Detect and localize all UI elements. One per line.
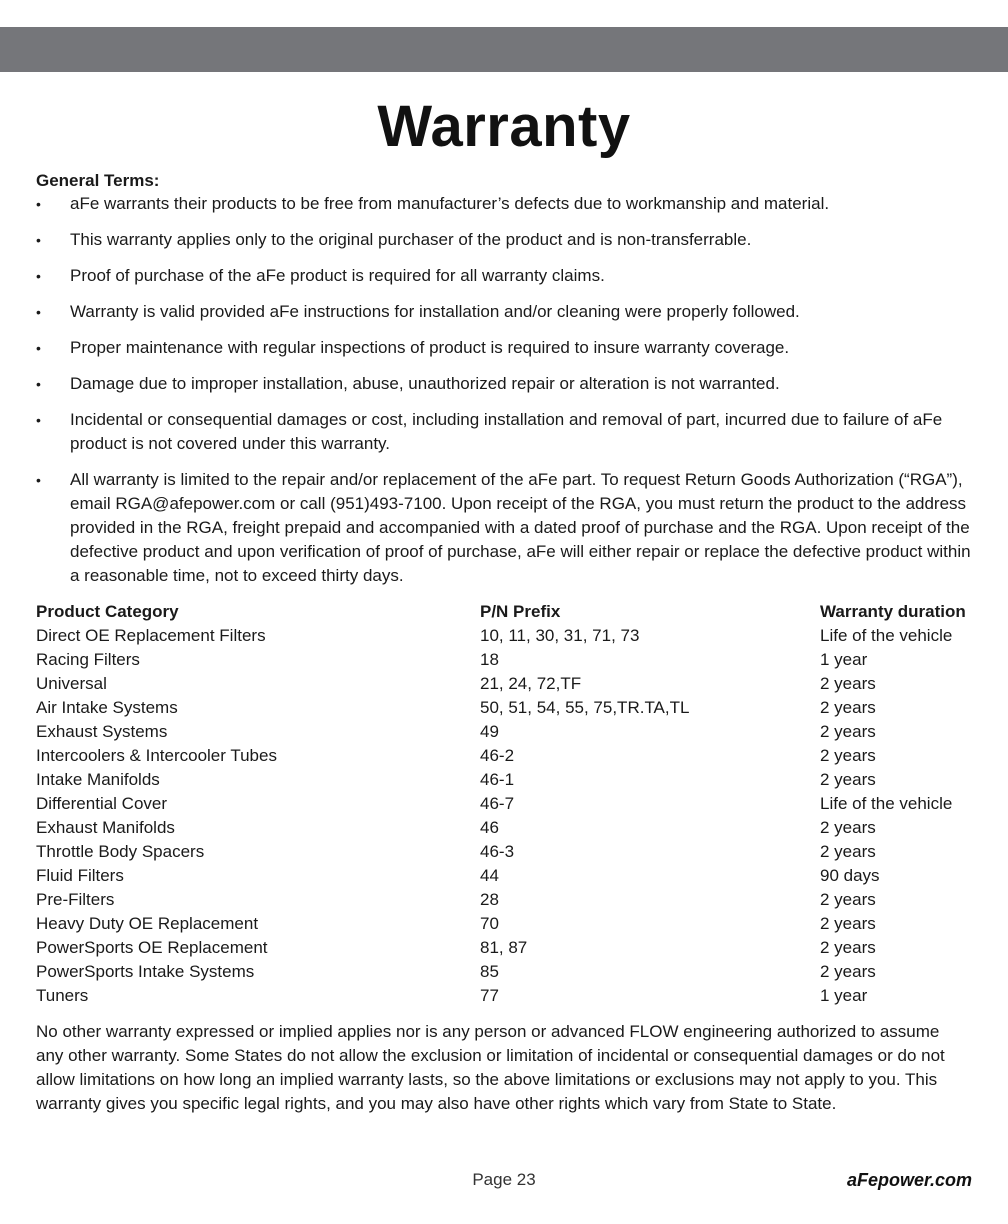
product-category-cell: Heavy Duty OE Replacement bbox=[36, 914, 259, 933]
term-text: Proper maintenance with regular inspections of product is required to insure warranty coverage. bbox=[70, 338, 790, 357]
bullet-icon: • bbox=[36, 412, 41, 428]
pn-prefix-cell: 77 bbox=[480, 986, 499, 1005]
term-item bbox=[36, 264, 971, 288]
disclaimer-paragraph: No other warranty expressed or implied applies nor is any person or advanced FLOW engineering authorized to assume any other warranty. Some States do not allow the exclusion or limitation of incidental or consequential damages or do not allow limitations on how long an implied warranty lasts, so the above limitations or exclusions may not apply to you. This warranty gives you specific legal rights, and you may also have other rights which vary from State to State. bbox=[36, 1022, 945, 1113]
product-category-cell: PowerSports Intake Systems bbox=[36, 962, 255, 981]
term-item bbox=[36, 372, 971, 396]
warranty-duration-cell: 2 years bbox=[820, 698, 876, 717]
pn-prefix-cell: 21, 24, 72,TF bbox=[480, 674, 582, 693]
term-item bbox=[36, 192, 971, 216]
warranty-content bbox=[36, 170, 971, 1133]
product-category-cell: Universal bbox=[36, 674, 107, 693]
pn-prefix-cell: 46-2 bbox=[480, 746, 515, 765]
header-pn-prefix: P/N Prefix bbox=[480, 602, 561, 621]
product-category-cell: Tuners bbox=[36, 986, 89, 1005]
bullet-icon: • bbox=[36, 340, 41, 356]
table-row bbox=[36, 744, 971, 768]
pn-prefix-cell: 10, 11, 30, 31, 71, 73 bbox=[480, 626, 640, 645]
warranty-duration-cell: 2 years bbox=[820, 818, 876, 837]
term-item bbox=[36, 468, 971, 588]
term-text: Damage due to improper installation, abuse, unauthorized repair or alteration is not warranted. bbox=[70, 374, 780, 393]
term-text: Warranty is valid provided aFe instructions for installation and/or cleaning were properly followed. bbox=[70, 302, 800, 321]
warranty-duration-cell: 2 years bbox=[820, 842, 876, 861]
pn-prefix-cell: 46-7 bbox=[480, 794, 515, 813]
table-row bbox=[36, 768, 971, 792]
warranty-duration-cell: 2 years bbox=[820, 722, 876, 741]
product-category-cell: Pre-Filters bbox=[36, 890, 115, 909]
product-category-cell: PowerSports OE Replacement bbox=[36, 938, 268, 957]
pn-prefix-cell: 70 bbox=[480, 914, 499, 933]
product-category-cell: Intercoolers & Intercooler Tubes bbox=[36, 746, 277, 765]
term-text: Incidental or consequential damages or cost, including installation and removal of part, incurred due to failure of aFe product is not covered under this warranty. bbox=[70, 410, 943, 453]
product-category-cell: Racing Filters bbox=[36, 650, 140, 669]
table-row bbox=[36, 864, 971, 888]
table-row bbox=[36, 984, 971, 1008]
table-row bbox=[36, 912, 971, 936]
term-item bbox=[36, 300, 971, 324]
product-category-cell: Air Intake Systems bbox=[36, 698, 178, 717]
page-number: Page 23 bbox=[472, 1170, 536, 1189]
header-bar bbox=[0, 27, 1008, 72]
pn-prefix-cell: 50, 51, 54, 55, 75,TR.TA,TL bbox=[480, 698, 690, 717]
bullet-icon: • bbox=[36, 376, 41, 392]
bullet-icon: • bbox=[36, 472, 41, 488]
general-terms-heading: General Terms: bbox=[36, 171, 160, 190]
table-row bbox=[36, 936, 971, 960]
table-row bbox=[36, 816, 971, 840]
table-row bbox=[36, 792, 971, 816]
bullet-icon: • bbox=[36, 304, 41, 320]
table-row bbox=[36, 840, 971, 864]
pn-prefix-cell: 85 bbox=[480, 962, 499, 981]
bullet-icon: • bbox=[36, 196, 41, 212]
product-category-cell: Exhaust Manifolds bbox=[36, 818, 175, 837]
pn-prefix-cell: 44 bbox=[480, 866, 499, 885]
warranty-duration-cell: 2 years bbox=[820, 770, 876, 789]
pn-prefix-cell: 28 bbox=[480, 890, 499, 909]
warranty-duration-cell: 2 years bbox=[820, 938, 876, 957]
table-row bbox=[36, 648, 971, 672]
table-header-row bbox=[36, 600, 971, 624]
general-terms-list bbox=[36, 192, 971, 588]
term-item bbox=[36, 336, 971, 360]
table-row bbox=[36, 696, 971, 720]
warranty-duration-cell: 1 year bbox=[820, 986, 868, 1005]
pn-prefix-cell: 46-3 bbox=[480, 842, 515, 861]
table-row bbox=[36, 960, 971, 984]
product-category-cell: Intake Manifolds bbox=[36, 770, 160, 789]
header-warranty-duration: Warranty duration bbox=[820, 602, 966, 621]
pn-prefix-cell: 81, 87 bbox=[480, 938, 528, 957]
product-category-cell: Exhaust Systems bbox=[36, 722, 168, 741]
warranty-duration-cell: 2 years bbox=[820, 674, 876, 693]
warranty-table bbox=[36, 600, 971, 1008]
bullet-icon: • bbox=[36, 232, 41, 248]
table-row bbox=[36, 888, 971, 912]
pn-prefix-cell: 46-1 bbox=[480, 770, 515, 789]
warranty-duration-cell: 1 year bbox=[820, 650, 868, 669]
warranty-duration-cell: 2 years bbox=[820, 962, 876, 981]
table-row bbox=[36, 672, 971, 696]
product-category-cell: Fluid Filters bbox=[36, 866, 124, 885]
table-row bbox=[36, 624, 971, 648]
product-category-cell: Throttle Body Spacers bbox=[36, 842, 205, 861]
term-text: All warranty is limited to the repair and/or replacement of the aFe part. To request Return Goods Authorization (“RGA”), email RGA@afepower.com or call (951)493-7100. Upon receipt of the RGA, you must return the product to the address provided in the RGA, freight prepaid and accompanied with a dated proof of purchase and the RGA. Upon receipt of the defective product and upon verification of proof of purchase, aFe will either repair or replace the defective product within a reasonable time, not to exceed thirty days. bbox=[70, 470, 971, 585]
term-text: This warranty applies only to the original purchaser of the product and is non-transferrable. bbox=[70, 230, 752, 249]
product-category-cell: Direct OE Replacement Filters bbox=[36, 626, 266, 645]
bullet-icon: • bbox=[36, 268, 41, 284]
pn-prefix-cell: 46 bbox=[480, 818, 499, 837]
page-title: Warranty bbox=[377, 94, 631, 159]
term-text: Proof of purchase of the aFe product is required for all warranty claims. bbox=[70, 266, 605, 285]
warranty-duration-cell: 90 days bbox=[820, 866, 880, 885]
warranty-duration-cell: Life of the vehicle bbox=[820, 794, 953, 813]
term-text: aFe warrants their products to be free from manufacturer’s defects due to workmanship and material. bbox=[70, 194, 830, 213]
pn-prefix-cell: 18 bbox=[480, 650, 499, 669]
header-product-category: Product Category bbox=[36, 602, 179, 621]
warranty-duration-cell: 2 years bbox=[820, 746, 876, 765]
pn-prefix-cell: 49 bbox=[480, 722, 499, 741]
term-item bbox=[36, 408, 971, 456]
term-item bbox=[36, 228, 971, 252]
warranty-duration-cell: Life of the vehicle bbox=[820, 626, 953, 645]
warranty-duration-cell: 2 years bbox=[820, 890, 876, 909]
warranty-duration-cell: 2 years bbox=[820, 914, 876, 933]
product-category-cell: Differential Cover bbox=[36, 794, 168, 813]
website-link[interactable]: aFepower.com bbox=[846, 1170, 972, 1190]
table-row bbox=[36, 720, 971, 744]
